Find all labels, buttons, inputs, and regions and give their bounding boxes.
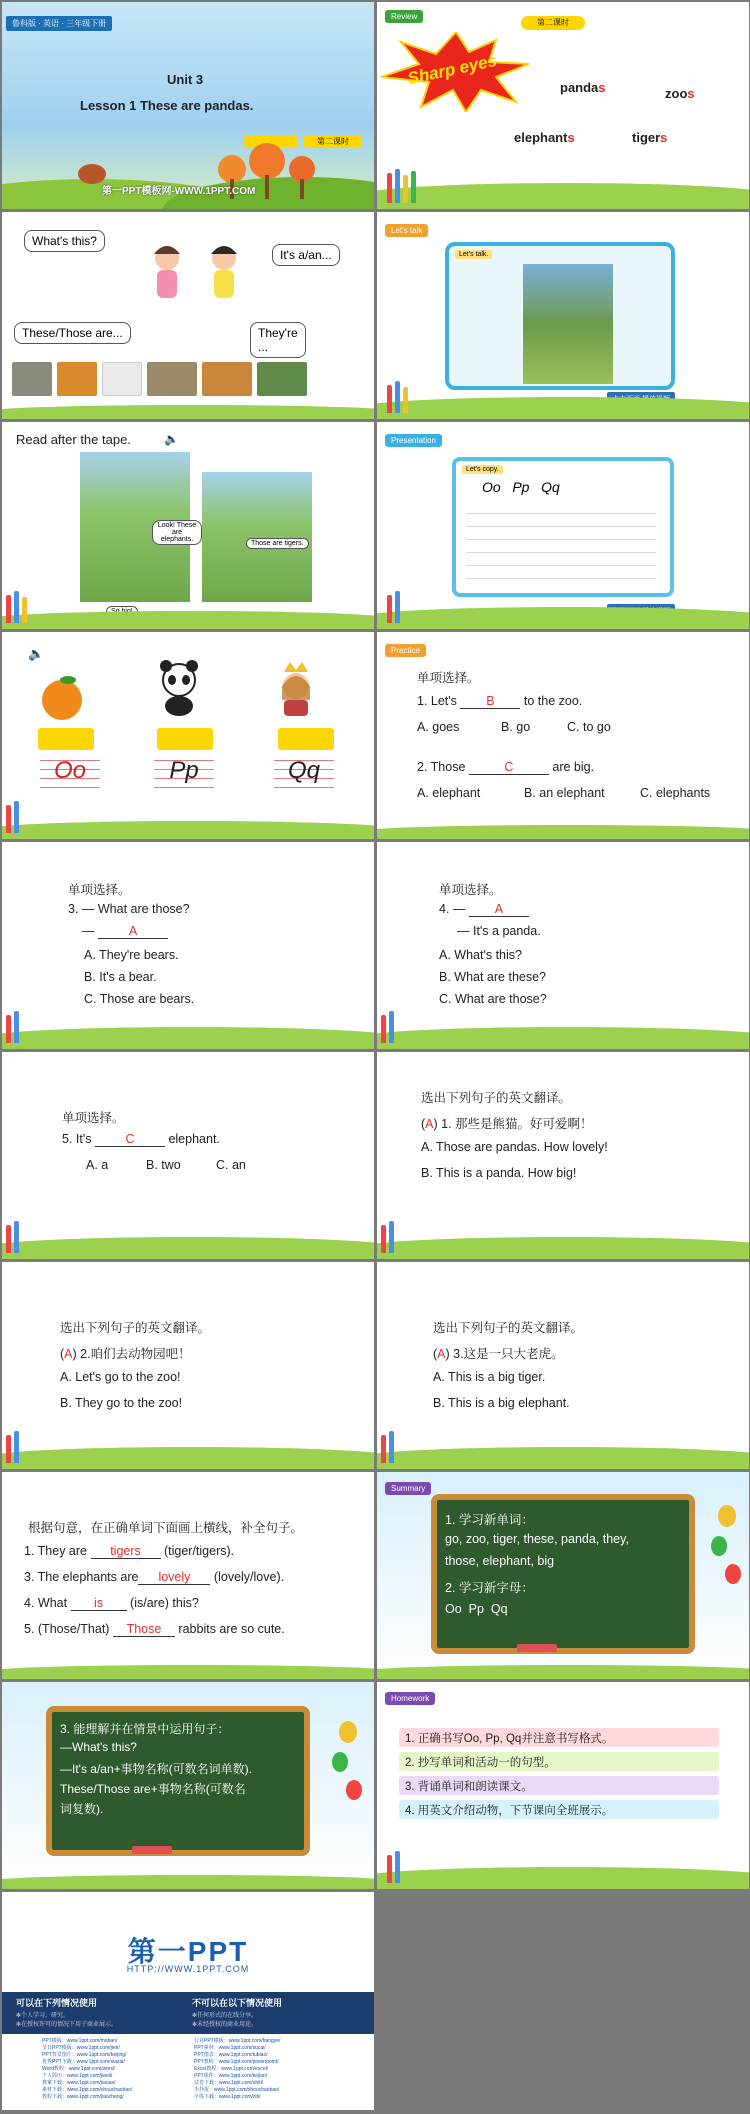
plural-ending: s [567, 130, 575, 145]
answer-3: is [71, 1596, 127, 1611]
cannot-use-1: ✻任何形式的在线分享。 [192, 2013, 258, 2019]
link-right[interactable]: 字体下载：www.1ppt.com/ziti/ [194, 2094, 261, 2100]
exercise-title: 根据句意，在正确单词下面画上横线，补全句子。 [28, 1521, 304, 1535]
ruled-lines [466, 501, 656, 581]
answer: A [425, 1117, 434, 1131]
links-right [194, 2038, 280, 2101]
balloons-icon [707, 1502, 747, 1602]
queen-icon [274, 660, 318, 718]
slide-summary-2[interactable] [2, 1682, 374, 1889]
word-tigers: tigers [632, 130, 668, 145]
option-c: C. an [216, 1158, 246, 1172]
caption-look: Look! These are elephants. [152, 520, 202, 545]
section-tag: Summary [385, 1482, 431, 1495]
option-a: A. What's this? [439, 948, 522, 962]
summary-line-1: 1. 学习新单词： [445, 1513, 534, 1527]
answer-2: lovely [138, 1570, 210, 1585]
slide-practice-2[interactable] [2, 842, 374, 1049]
link-right[interactable]: PPT教程：www.1ppt.com/powerpoint/ [194, 2059, 279, 2065]
usage-panel [2, 1992, 374, 2034]
section-tag: Review [385, 10, 423, 23]
link-left[interactable]: 优秀PPT下载：www.1ppt.com/xiazai/ [42, 2059, 125, 2065]
bubble-its-a: It's a/an... [272, 244, 340, 266]
slide-sharp-eyes[interactable] [377, 2, 749, 209]
slide-fill-in[interactable] [2, 1472, 374, 1679]
slide-practice-1[interactable] [377, 632, 749, 839]
bubble-these-those: These/Those are... [14, 322, 131, 344]
link-right[interactable]: PPT课件：www.1ppt.com/kejian/ [194, 2073, 268, 2079]
ground [377, 1009, 749, 1049]
exercise-title: 选出下列句子的英文翻译。 [421, 1091, 572, 1105]
exercise-title: 选出下列句子的英文翻译。 [60, 1321, 211, 1335]
link-right[interactable]: 行业PPT模板：www.1ppt.com/hangye/ [194, 2038, 281, 2044]
row-1: 1. They are tigers (tiger/tigers). [24, 1544, 235, 1558]
link-left[interactable]: 素材下载：www.1ppt.com/shouchaobao/ [42, 2087, 133, 2093]
ground [2, 1849, 374, 1889]
video-frame[interactable] [445, 242, 675, 390]
link-right[interactable]: 手抄报：www.1ppt.com/shouchaobao/ [194, 2087, 280, 2093]
letter-box-o [38, 728, 94, 750]
option-b: B. This is a big elephant. [433, 1396, 570, 1410]
option-c: C. Those are bears. [84, 992, 195, 1006]
balloons-icon [328, 1718, 372, 1818]
link-left[interactable]: 个人简历：www.1ppt.com/jianli/ [42, 2073, 113, 2079]
slide-letters[interactable] [2, 632, 374, 839]
option-2c: C. elephants [640, 786, 711, 800]
option-b: B. It's a bear. [84, 970, 157, 984]
link-left[interactable]: 教程下载：www.1ppt.com/jiaocheng/ [42, 2094, 124, 2100]
slide-lets-copy[interactable] [377, 422, 749, 629]
question-3: 3. — What are those? [68, 902, 190, 916]
link-left[interactable]: 节日PPT模板：www.1ppt.com/jieri/ [42, 2045, 120, 2051]
option-b: B. They go to the zoo! [60, 1396, 183, 1410]
watermark: 第一PPT模板网-WWW.1PPT.COM [102, 186, 256, 197]
link-right[interactable]: Excel教程：www.1ppt.com/excel/ [194, 2066, 269, 2072]
panda-icon [154, 658, 204, 718]
exercise-title: 单项选择。 [62, 1111, 125, 1125]
exercise-title: 单项选择。 [439, 883, 502, 897]
chalkboard [431, 1494, 695, 1654]
option-c: C. What are those? [439, 992, 547, 1006]
letter-oo: Oo [40, 752, 100, 788]
option-a: A. They're bears. [84, 948, 179, 962]
option-b: B. What are these? [439, 970, 547, 984]
homework-item-1: 1. 正确书写Oo, Pp, Qq并注意书写格式。 [399, 1728, 719, 1747]
link-left[interactable]: PPT模板：www.1ppt.com/moban/ [42, 2038, 118, 2044]
slide-sentence-patterns[interactable] [2, 212, 374, 419]
letter-pp: Pp [154, 752, 214, 788]
tiger-scene [202, 472, 312, 602]
ground [2, 1429, 374, 1469]
lesson-tag: 第二课时 [521, 16, 585, 30]
link-right[interactable]: 试卷下载：www.1ppt.com/shiti/ [194, 2080, 264, 2086]
answer: A [64, 1347, 73, 1361]
can-use-1: ✻个人学习、研究。 [16, 2013, 70, 2019]
option-a: A. a [86, 1158, 109, 1172]
cannot-use-title: 不可以在以下情况使用 [192, 1998, 283, 2008]
option-1b: B. go [501, 720, 531, 734]
summary-line-3: those, elephant, big [445, 1554, 555, 1568]
ground [377, 169, 749, 209]
copy-letters: Oo Pp Qq [482, 479, 560, 495]
homework-item-4: 4. 用英文介绍动物，下节课向全班展示。 [399, 1800, 719, 1819]
answer-5: C [95, 1132, 165, 1147]
answer-1: tigers [91, 1544, 161, 1559]
link-right[interactable]: PPT图表：www.1ppt.com/tubiao/ [194, 2052, 268, 2058]
logo-text: 第一PPT [127, 1936, 249, 1967]
option-a: A. Let's go to the zoo! [60, 1370, 181, 1384]
slide-credits[interactable] [2, 1892, 374, 2110]
can-use-title: 可以在下列情况使用 [16, 1998, 98, 2008]
slide-summary-1[interactable] [377, 1472, 749, 1679]
cannot-use-2: ✻未经授权的商业用途。 [192, 2022, 258, 2028]
exercise-title: 单项选择。 [417, 671, 480, 685]
slide-translate-1[interactable] [377, 1052, 749, 1259]
ground [2, 379, 374, 419]
option-a: A. Those are pandas. How lovely! [421, 1140, 608, 1154]
lesson-title: Lesson 1 These are pandas. [80, 98, 254, 113]
link-left[interactable]: Word教程：www.1ppt.com/word/ [42, 2066, 115, 2072]
summary-line-4: 2. 学习新字母： [445, 1581, 534, 1595]
option-2b: B. an elephant [524, 786, 605, 800]
summary-line-2: —What's this? [60, 1740, 137, 1754]
copy-frame[interactable] [452, 457, 674, 597]
question-5: 5. It's C elephant. [62, 1132, 220, 1146]
summary-line-5: Oo Pp Qq [445, 1602, 508, 1616]
speaker-icon[interactable]: 🔈 [164, 432, 179, 446]
question-2: 2. Those C are big. [417, 760, 595, 774]
slide-practice-3[interactable] [377, 842, 749, 1049]
section-tag: Let's talk [385, 224, 428, 237]
option-1a: A. goes [417, 720, 460, 734]
answer-4: A [469, 902, 529, 917]
option-b: B. This is a panda. How big! [421, 1166, 577, 1180]
letter-box-q [278, 728, 334, 750]
speaker-icon[interactable]: 🔈 [28, 646, 45, 661]
ground [377, 589, 749, 629]
plural-ending: s [598, 80, 606, 95]
can-use-2: ✻在授权许可的情况下用于商业展示。 [16, 2022, 118, 2028]
ground [2, 1639, 374, 1679]
ground [377, 1639, 749, 1679]
logo-url: HTTP://WWW.1PPT.COM [126, 1964, 250, 1974]
slide-homework[interactable] [377, 1682, 749, 1889]
answer-4: Those [113, 1622, 175, 1637]
unit-title: Unit 3 [167, 72, 204, 87]
slide-translate-3[interactable] [377, 1262, 749, 1469]
summary-line-1: 3. 能理解并在情景中运用句子： [60, 1722, 230, 1736]
inner-tag: Let's talk. [455, 250, 492, 259]
slide-practice-4[interactable] [2, 1052, 374, 1259]
plural-ending: s [687, 86, 695, 101]
zoo-scene [523, 264, 613, 384]
answer-2: C [469, 760, 549, 775]
ground [377, 1429, 749, 1469]
links-left [42, 2038, 132, 2101]
answer-3: A [98, 924, 168, 939]
children-illustration [142, 240, 252, 310]
inner-tag: Let's copy. [462, 465, 503, 474]
summary-line-5: 词复数). [60, 1802, 104, 1816]
ground [377, 1849, 749, 1889]
word-zoos: zoos [665, 86, 695, 101]
link-left[interactable]: 教案下载：www.1ppt.com/jiaoan/ [42, 2080, 116, 2086]
slide-title[interactable] [2, 2, 374, 209]
ground [2, 1219, 374, 1259]
ground [2, 1009, 374, 1049]
bubble-whats-this: What's this? [24, 230, 105, 252]
letter-qq: Qq [274, 752, 334, 788]
letter-box-p [157, 728, 213, 750]
exercise-title: 单项选择。 [68, 883, 131, 897]
homework-item-3: 3. 背诵单词和朗读课文。 [399, 1776, 719, 1795]
ground [377, 799, 749, 839]
meadow-illustration [2, 139, 374, 209]
question: (A) 1. 那些是熊猫。好可爱啊！ [421, 1117, 593, 1131]
answer-line: — A [82, 924, 168, 939]
ground [2, 799, 374, 839]
lesson-tag: 第二课时 [304, 135, 362, 148]
link-right[interactable]: PPT素材：www.1ppt.com/sucai/ [194, 2045, 266, 2051]
orange-icon [34, 672, 90, 720]
summary-line-4: These/Those are+事物名称(可数名 [60, 1782, 246, 1796]
homework-item-2: 2. 抄写单词和活动一的句型。 [399, 1752, 719, 1771]
option-1c: C. to go [567, 720, 611, 734]
chalkboard [46, 1706, 310, 1856]
question: (A) 2.咱们去动物园吧！ [60, 1347, 191, 1361]
slide-read-after-tape[interactable] [2, 422, 374, 629]
section-tag: Practice [385, 644, 426, 657]
slide-translate-2[interactable] [2, 1262, 374, 1469]
section-tag: Presentation [385, 434, 442, 447]
bubble-theyre: They're ... [250, 322, 306, 358]
banner: 鲁科版 · 英语 · 三年级下册 [6, 16, 112, 31]
option-b: B. two [146, 1158, 181, 1172]
word-pandas: pandas [560, 80, 606, 95]
question-4-reply: — It's a panda. [457, 924, 541, 938]
word-elephants: elephants [514, 130, 575, 145]
answer: A [437, 1347, 446, 1361]
ground [377, 1219, 749, 1259]
question-1: 1. Let's B to the zoo. [417, 694, 583, 708]
row-3: 4. What is (is/are) this? [24, 1596, 199, 1610]
burst-text: Sharp eyes [405, 50, 499, 89]
caption-tigers: Those are tigers. [246, 538, 309, 549]
answer-1: B [460, 694, 520, 709]
slide-title: Read after the tape. [16, 432, 131, 447]
option-a: A. This is a big tiger. [433, 1370, 546, 1384]
exercise-title: 选出下列句子的英文翻译。 [433, 1321, 584, 1335]
slide-lets-talk[interactable] [377, 212, 749, 419]
option-2a: A. elephant [417, 786, 481, 800]
summary-line-3: —It's a/an+事物名称(可数名词单数). [60, 1762, 252, 1776]
summary-line-2: go, zoo, tiger, these, panda, they, [445, 1532, 629, 1546]
ground [377, 379, 749, 419]
section-tag: Homework [385, 1692, 435, 1705]
question-4: 4. — A [439, 902, 529, 917]
link-left[interactable]: PPT背景图片：www.1ppt.com/beijing/ [42, 2052, 127, 2058]
row-4: 5. (Those/That) Those rabbits are so cute. [24, 1622, 285, 1636]
ground [2, 589, 374, 629]
plural-ending: s [660, 130, 668, 145]
question: (A) 3.这是一只大老虎。 [433, 1347, 564, 1361]
row-2: 3. The elephants are lovely (lovely/love). [24, 1570, 285, 1584]
